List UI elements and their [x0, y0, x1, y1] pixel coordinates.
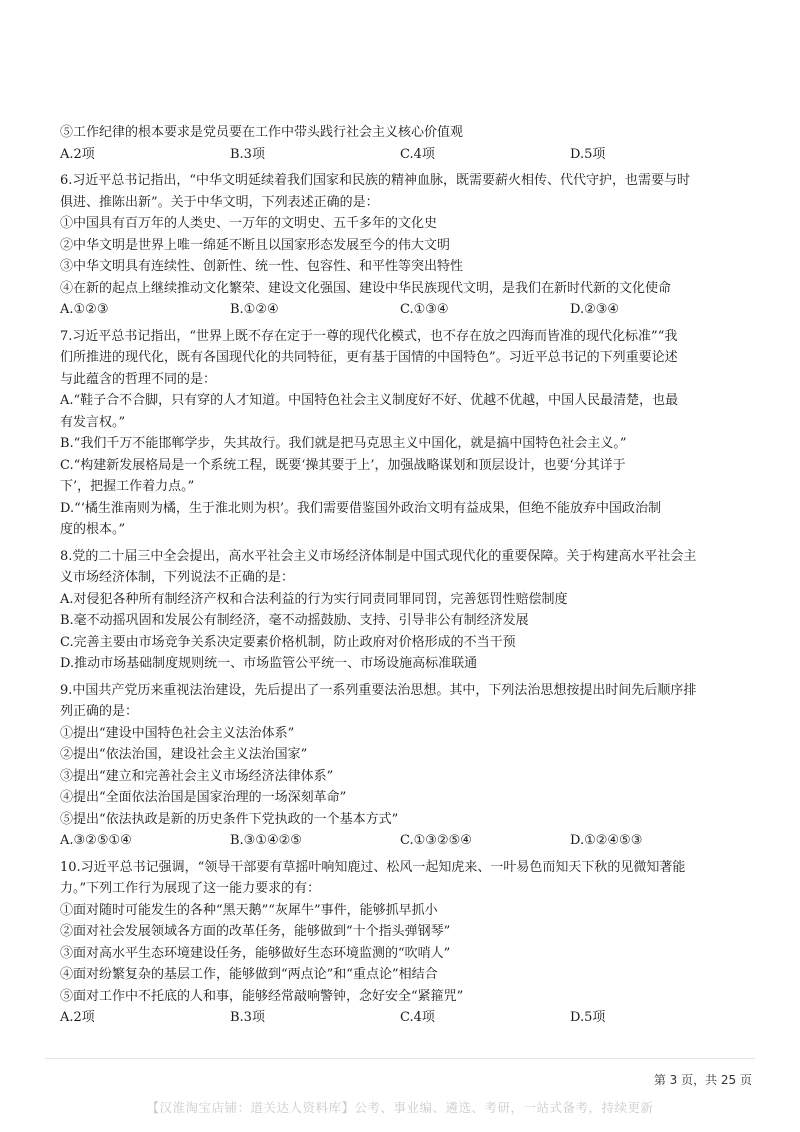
q8-option-b: B.毫不动摇巩固和发展公有制经济，毫不动摇鼓励、支持、引导非公有制经济发展	[60, 613, 529, 628]
footer-watermark: 【汉淮淘宝店铺：道关达人资料库】公考、事业编、遴选、考研，一站式备考，持续更新	[146, 1100, 654, 1115]
q6-stem-line-1: 6.习近平总书记指出，“中华文明延续着我们国家和民族的精神血脉，既需要薪火相传、代代守护，也需要与时	[60, 173, 691, 188]
q5-options	[60, 144, 752, 166]
q6-stem-line-2: 俱进、推陈出新”。关于中华文明，下列表述正确的是：	[60, 194, 379, 210]
q8-option-d: D.推动市场基础制度规则统一、市场监管公平统一、市场设施高标准联通	[60, 656, 478, 671]
q6-option-a: A.①②③	[60, 302, 109, 317]
q10-option-b: B.3项	[230, 1010, 265, 1025]
q10-item-3: ③面对高水平生态环境建设任务，能够做好生态环境监测的“吹哨人”	[60, 945, 451, 961]
q6-option-b: B.①②④	[230, 302, 279, 317]
q7-option-c-line-1: C.“构建新发展格局是一个系统工程，既要‘操其要于上’，加强战略谋划和顶层设计，也要‘分其详于	[60, 457, 626, 473]
page-number: 第 3 页，共 25 页	[653, 1073, 752, 1087]
q6-item-3: ③中华文明具有连续性、创新性、统一性、包容性、和平性等突出特性	[60, 259, 464, 274]
q7-option-d-line-1: D.“‘橘生淮南则为橘，生于淮北则为枳’。我们需要借鉴国外政治文明有益成果，但绝不能放弃中国政治制	[60, 500, 662, 516]
q6-item-1: ①中国具有百万年的人类史、一万年的文明史、五千多年的文化史	[60, 216, 438, 231]
q9-option-d: D.①②④⑤③	[570, 833, 643, 848]
q10-option-a: A.2项	[60, 1010, 95, 1025]
q7-option-a-line-1: A.“鞋子合不合脚，只有穿的人才知道。中国特色社会主义制度好不好、优越不优越，中国人民最清楚，也最	[60, 393, 679, 408]
q5-item-5: ⑤工作纪律的根本要求是党员要在工作中带头践行社会主义核心价值观	[60, 125, 464, 140]
q6-item-4: ④在新的起点上继续推动文化繁荣、建设文化强国、建设中华民族现代文明，是我们在新时代新的文化使命	[60, 280, 672, 296]
q10-stem-line-1: 10.习近平总书记强调，“领导干部要有草摇叶响知鹿过、松风一起知虎来、一叶易色而知天下秋的见微知著能	[60, 859, 686, 875]
q6-item-2: ②中华文明是世界上唯一绵延不断且以国家形态发展至今的伟大文明	[60, 237, 451, 253]
question-9	[60, 680, 752, 852]
q10-option-d: D.5项	[570, 1010, 606, 1025]
question-7	[60, 326, 752, 541]
q9-option-c: C.①③②⑤④	[400, 833, 472, 848]
q6-options	[60, 299, 752, 321]
q7-option-a-line-2: 有发言权。”	[60, 414, 126, 430]
q10-options	[60, 1007, 752, 1029]
q5-option-a: A.2项	[60, 146, 95, 162]
q5-option-c: C.4项	[400, 146, 435, 162]
q5-option-d: D.5项	[570, 146, 606, 162]
q10-option-c: C.4项	[400, 1010, 435, 1025]
q7-stem-line-3: 与此蕴含的哲理不同的是：	[60, 371, 217, 387]
q8-option-a: A.对侵犯各种所有制经济产权和合法利益的行为实行同责同罪同罚，完善惩罚性赔偿制度	[60, 591, 568, 607]
q6-option-c: C.①③④	[400, 302, 449, 317]
question-6	[60, 170, 752, 321]
q9-item-2: ②提出“依法治国，建设社会主义法治国家”	[60, 747, 308, 762]
q9-item-3: ③提出“建立和完善社会主义市场经济法律体系”	[60, 768, 334, 784]
q6-option-d: D.②③④	[570, 302, 620, 317]
q10-item-4: ④面对纷繁复杂的基层工作，能够做到“两点论”和“重点论”相结合	[60, 967, 438, 982]
q10-item-2: ②面对社会发展领域各方面的改革任务，能够做到“十个指头弹钢琴”	[60, 924, 451, 939]
page-content	[60, 122, 752, 1029]
q10-item-5: ⑤面对工作中不托底的人和事，能够经常敲响警钟，念好安全“紧箍咒”	[60, 988, 464, 1004]
q7-stem-line-2: 们所推进的现代化，既有各国现代化的共同特征，更有基于国情的中国特色”。习近平总书记的下列重要论述	[60, 350, 678, 365]
q7-option-d-line-2: 度的根本。”	[60, 522, 126, 537]
question-5-tail	[60, 122, 752, 165]
q8-stem-line-1: 8.党的二十届三中全会提出，高水平社会主义市场经济体制是中国式现代化的重要保障。关于构建高水平社会主	[60, 548, 697, 564]
q8-stem-line-2: 义市场经济体制，下列说法不正确的是：	[60, 570, 295, 585]
question-8	[60, 546, 752, 675]
q8-option-c: C.完善主要由市场竞争关系决定要素价格机制，防止政府对价格形成的不当干预	[60, 634, 516, 650]
q9-stem-line-1: 9.中国共产党历来重视法治建设，先后提出了一系列重要法治思想。其中，下列法治思想按提出时间先后顺序排	[60, 682, 697, 698]
q10-item-1: ①面对随时可能发生的各种“黑天鹅”“灰犀牛”事件，能够抓早抓小	[60, 902, 438, 918]
q9-item-4: ④提出“全面依法治国是国家治理的一场深刻革命”	[60, 790, 347, 805]
q9-options	[60, 830, 752, 852]
q10-stem-line-2: 力。”下列工作行为展现了这一能力要求的有：	[60, 881, 321, 896]
q7-option-b: B.“我们千万不能邯郸学步，失其故行。我们就是把马克思主义中国化，就是搞中国特色社会主义。”	[60, 436, 627, 451]
footer-divider	[45, 1058, 755, 1059]
q9-item-5: ⑤提出“依法执政是新的历史条件下党执政的一个基本方式”	[60, 811, 399, 827]
q9-item-1: ①提出“建设中国特色社会主义法治体系”	[60, 725, 295, 741]
q5-option-b: B.3项	[230, 146, 265, 162]
q7-stem-line-1: 7.习近平总书记指出，“世界上既不存在定于一尊的现代化模式，也不存在放之四海而皆准的现代化标准”“我	[60, 328, 678, 344]
q7-option-c-line-2: 下’，把握工作着力点。”	[60, 479, 195, 494]
q9-option-b: B.③①④②⑤	[230, 833, 302, 848]
q9-option-a: A.③②⑤①④	[60, 833, 132, 848]
q9-stem-line-2: 列正确的是：	[60, 704, 139, 719]
question-10	[60, 857, 752, 1029]
